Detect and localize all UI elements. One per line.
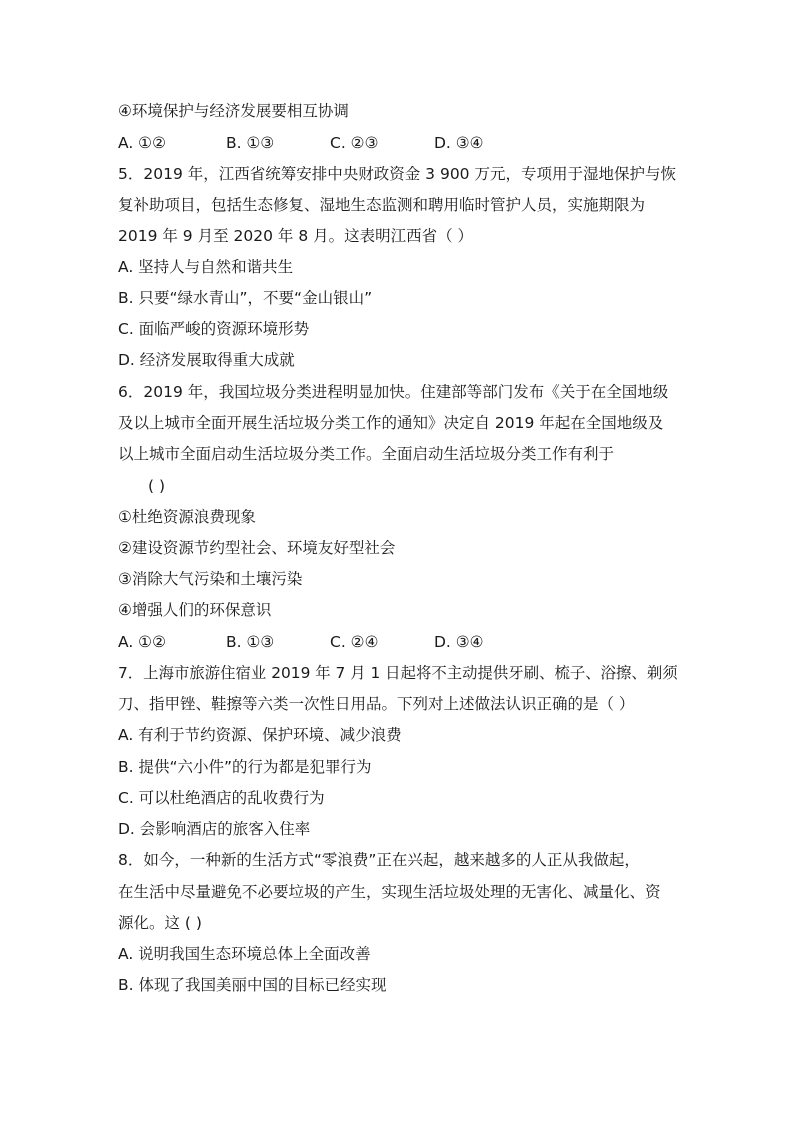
q5-choice-d: D. 经济发展取得重大成就 bbox=[118, 351, 295, 369]
q4-options bbox=[118, 133, 718, 153]
q5-stem-line-2: 复补助项目，包括生态修复、湿地生态监测和聘用临时管护人员，实施期限为 bbox=[118, 196, 646, 214]
q6-stem-line-3: 以上城市全面启动生活垃圾分类工作。全面启动生活垃圾分类工作有利于 bbox=[118, 445, 615, 463]
q7-stem-line-1: 7．上海市旅游住宿业 2019 年 7 月 1 日起将不主动提供牙刷、梳子、浴擦、剃须 bbox=[118, 664, 678, 682]
q8-stem-line-3: 源化。这 ( ) bbox=[118, 914, 202, 932]
q6-answer-paren: ( ) bbox=[148, 477, 166, 495]
q6-option-b: B. ①③ bbox=[226, 633, 275, 651]
q4-option-d: D. ③④ bbox=[434, 134, 484, 152]
q8-choice-a: A. 说明我国生态环境总体上全面改善 bbox=[118, 945, 371, 963]
q7-choice-a: A. 有利于节约资源、保护环境、减少浪费 bbox=[118, 726, 402, 744]
q7-choice-c: C. 可以杜绝酒店的乱收费行为 bbox=[118, 789, 325, 807]
q6-option-d: D. ③④ bbox=[434, 633, 484, 651]
q7-choice-d: D. 会影响酒店的旅客入住率 bbox=[118, 820, 311, 838]
q6-stem-line-2: 及以上城市全面开展生活垃圾分类工作的通知》决定自 2019 年起在全国地级及 bbox=[118, 414, 664, 432]
q7-choice-b: B. 提供“六小件”的行为都是犯罪行为 bbox=[118, 758, 372, 776]
q6-item-2: ②建设资源节约型社会、环境友好型社会 bbox=[118, 539, 396, 557]
q6-item-1: ①杜绝资源浪费现象 bbox=[118, 508, 256, 526]
q5-choice-a: A. 坚持人与自然和谐共生 bbox=[118, 258, 294, 276]
q8-stem-line-2: 在生活中尽量避免不必要垃圾的产生，实现生活垃圾处理的无害化、减量化、资 bbox=[118, 883, 661, 901]
q6-options bbox=[118, 632, 718, 652]
q7-stem-line-2: 刀、指甲锉、鞋擦等六类一次性日用品。下列对上述做法认识正确的是（ ） bbox=[118, 695, 635, 713]
q5-stem-line-3: 2019 年 9 月至 2020 年 8 月。这表明江西省（ ） bbox=[118, 227, 474, 245]
q6-item-3: ③消除大气污染和土壤污染 bbox=[118, 570, 303, 588]
q6-option-a: A. ①② bbox=[118, 633, 166, 651]
q6-stem-line-1: 6．2019 年，我国垃圾分类进程明显加快。住建部等部门发布《关于在全国地级 bbox=[118, 383, 669, 401]
q5-choice-b: B. 只要“绿水青山”，不要“金山银山” bbox=[118, 289, 373, 307]
q5-stem-line-1: 5．2019 年，江西省统筹安排中央财政资金 3 900 万元，专项用于湿地保护与恢 bbox=[118, 165, 676, 183]
q4-option-a: A. ①② bbox=[118, 134, 166, 152]
q5-choice-c: C. 面临严峻的资源环境形势 bbox=[118, 320, 310, 338]
q6-option-c: C. ②④ bbox=[330, 633, 379, 651]
q4-option-c: C. ②③ bbox=[330, 134, 379, 152]
q4-item-4: ④环境保护与经济发展要相互协调 bbox=[118, 102, 349, 120]
q8-choice-b: B. 体现了我国美丽中国的目标已经实现 bbox=[118, 976, 387, 994]
q8-stem-line-1: 8．如今，一种新的生活方式“零浪费”正在兴起，越来越多的人正从我做起， bbox=[118, 851, 640, 869]
q4-option-b: B. ①③ bbox=[226, 134, 275, 152]
q6-item-4: ④增强人们的环保意识 bbox=[118, 601, 272, 619]
